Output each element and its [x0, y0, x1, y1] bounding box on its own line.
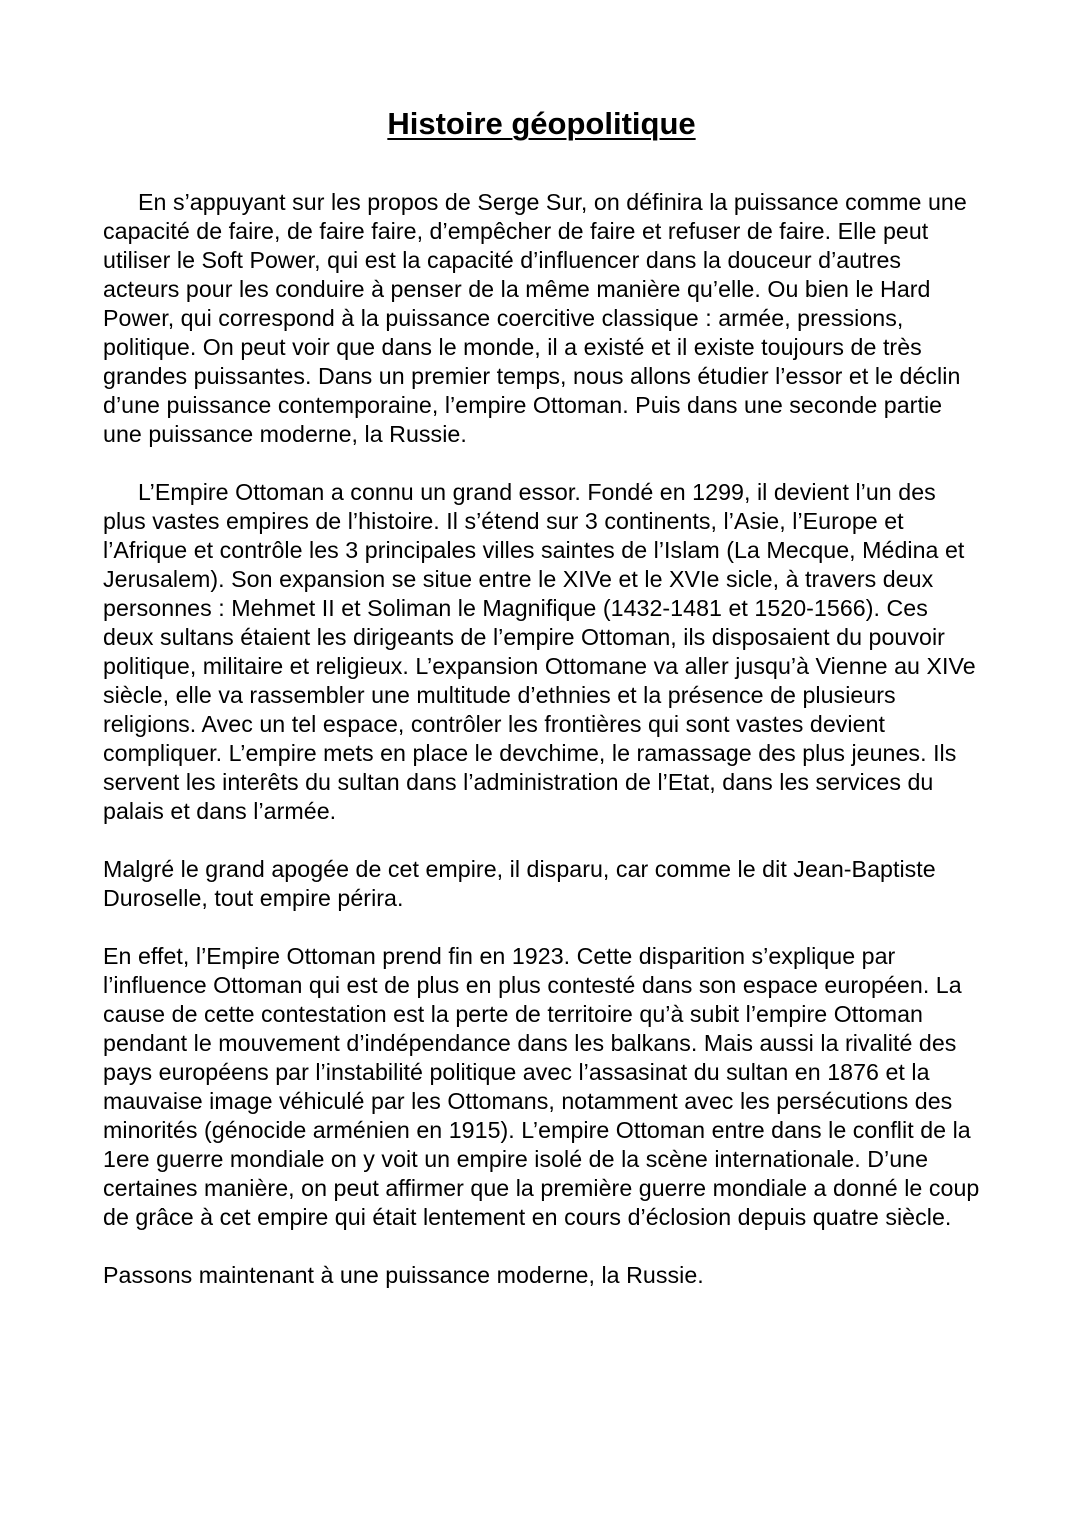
paragraph-ottoman-rise: L’Empire Ottoman a connu un grand essor. Fondé en 1299, il devient l’un des plus vastes empires de l’histoire. Il s’étend sur 3 continents, l’Asie, l’Europe et l’Afrique et contrôle les 3 principales villes saintes de l’Islam (La Mecque, Médina et Jerusalem). Son expansion se situe entre le XIVe et le XVIe sicle, à travers deux personnes : Mehmet II et Soliman le Magnifique (1432-1481 et 1520-1566). Ces deux sultans étaient les dirigeants de l’empire Ottoman, ils disposaient du pouvoir politique, militaire et religieux. L’expansion Ottomane va aller jusqu’à Vienne au XIVe siècle, elle va rassembler une multitude d’ethnies et la présence de plusieurs religions. Avec un tel espace, contrôler les frontières qui sont vastes devient compliquer. L’empire mets en place le devchime, le ramassage des plus jeunes. Ils servent les interêts du sultan dans l’administration de l’Etat, dans les services du palais et dans l’armée.: [103, 479, 976, 824]
paragraph-ottoman-decline: En effet, l’Empire Ottoman prend fin en 1923. Cette disparition s’explique par l’influence Ottoman qui est de plus en plus contesté dans son espace européen. La cause de cette contestation est la perte de territoire qu’à subit l’empire Ottoman pendant le mouvement d’indépendance dans les balkans. Mais aussi la rivalité des pays européens par l’instabilité politique avec l’assasinat du sultan en 1876 et la mauvaise image véhiculé par les Ottomans, notamment avec les persécutions des minorités (génocide arménien en 1915). L’empire Ottoman entre dans le conflit de la 1ere guerre mondiale on y voit un empire isolé de la scène internationale. D’une certaines manière, on peut affirmer que la première guerre mondiale a donné le coup de grâce à cet empire qui était lentement en cours d’éclosion depuis quatre siècle.: [103, 943, 980, 1230]
paragraph-transition: Malgré le grand apogée de cet empire, il disparu, car comme le dit Jean-Baptiste Duroselle, tout empire périra.: [103, 856, 936, 911]
paragraph-introduction: En s’appuyant sur les propos de Serge Sur, on définira la puissance comme une capacité de faire, de faire faire, d’empêcher de faire et refuser de faire. Elle peut utiliser le Soft Power, qui est la capacité d’influencer dans la douceur d’autres acteurs pour les conduire à penser de la même manière qu’elle. Ou bien le Hard Power, qui correspond à la puissance coercitive classique : armée, pressions, politique. On peut voir que dans le monde, il a existé et il existe toujours de très grandes puissantes. Dans un premier temps, nous allons étudier l’essor et le déclin d’une puissance contemporaine, l’empire Ottoman. Puis dans une seconde partie une puissance moderne, la Russie.: [103, 189, 967, 447]
paragraph-conclusion: Passons maintenant à une puissance moderne, la Russie.: [103, 1262, 704, 1288]
document-title: Histoire géopolitique: [387, 106, 696, 141]
